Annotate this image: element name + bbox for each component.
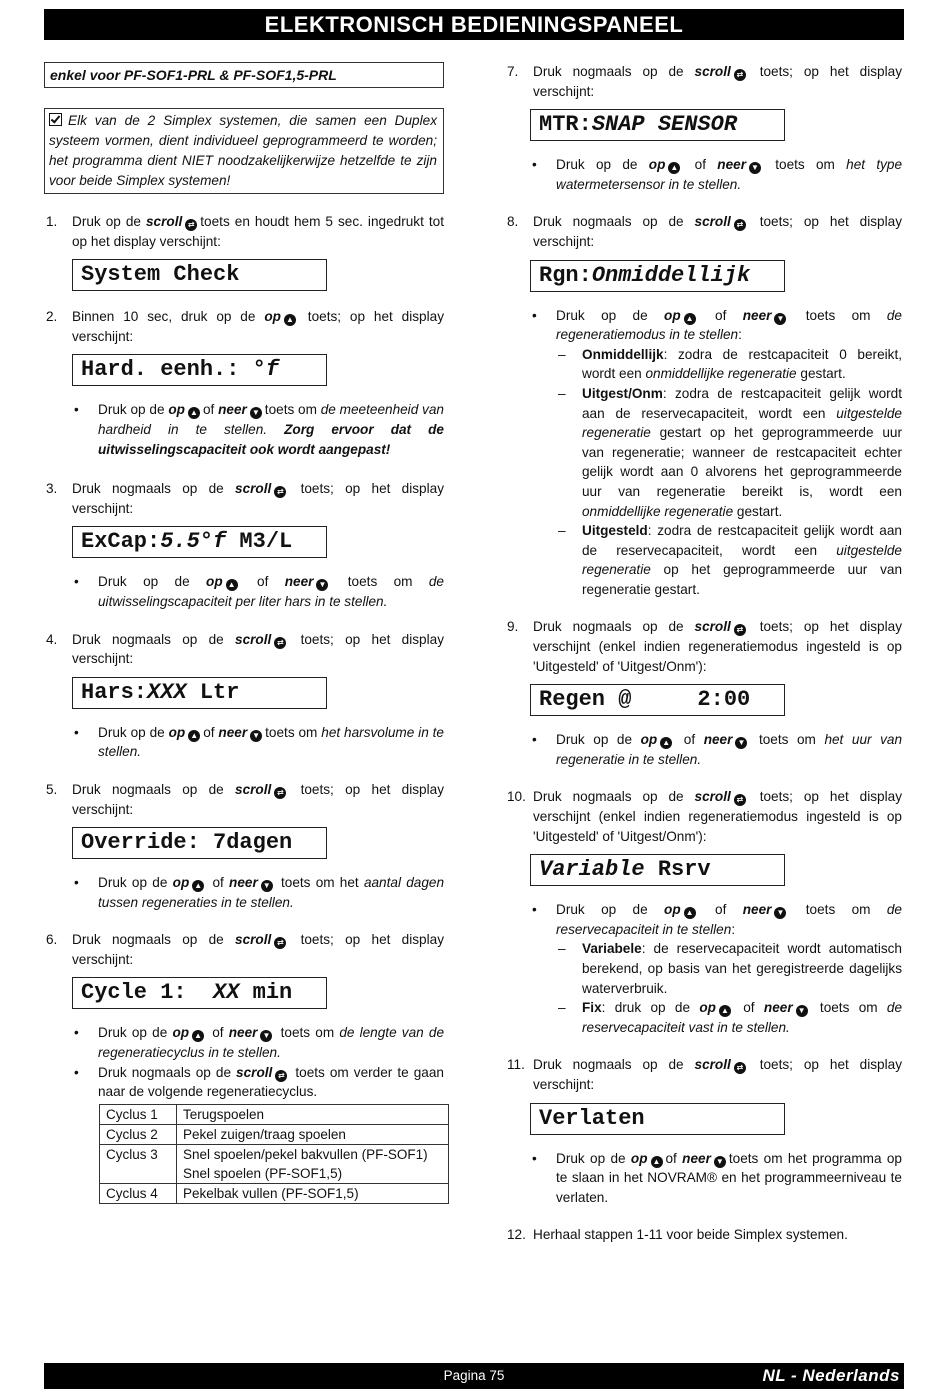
scroll-key-icon: ⇄ (734, 1062, 746, 1074)
step-10: 10. Druk nogmaals op de scroll ⇄ toets; op het display verschijnt (enkel indien regeneratiemodus ingesteld is op 'Uitgesteld' of 'Uitgest/Onm'): (507, 789, 902, 844)
cycle-table (99, 1104, 449, 1204)
display-regen-time: Regen @ 2:00 (530, 684, 785, 716)
scroll-key-icon: ⇄ (274, 937, 286, 949)
display-verlaten: Verlaten (530, 1103, 785, 1135)
step-7: 7. Druk nogmaals op de scroll ⇄ toets; op het display verschijnt: (507, 64, 902, 99)
scroll-key-icon: ⇄ (734, 69, 746, 81)
up-key-icon: ▲ (660, 737, 672, 749)
step-6: 6. Druk nogmaals op de scroll ⇄ toets; op het display verschijnt: (46, 932, 444, 967)
display-system-check: System Check (72, 259, 327, 291)
down-key-icon: ▼ (260, 1030, 272, 1042)
down-key-icon: ▼ (774, 313, 786, 325)
down-key-icon: ▼ (316, 579, 328, 591)
scroll-key-icon: ⇄ (274, 486, 286, 498)
table-row: Cyclus 4 Pekelbak vullen (PF-SOF1,5) (100, 1183, 449, 1203)
up-key-icon: ▲ (188, 730, 200, 742)
step-4: 4. Druk nogmaals op de scroll ⇄ toets; op het display verschijnt: (46, 631, 444, 667)
bullet-hardness: • Druk op de op ▲ of neer ▼ toets om de meeteenheid van hardheid in te stellen. Zorg ervoor dat de uitwisselingscapaciteit ook wordt aangepast! (72, 400, 444, 459)
up-key-icon: ▲ (284, 314, 296, 326)
checkbox-icon (49, 113, 62, 126)
option-variabele: – Variabele: de reservecapaciteit wordt automatisch berekend, op basis van het geregistreerde dagelijks waterverbruik. (556, 939, 902, 998)
duplex-note (44, 108, 444, 194)
display-hardness-unit: Hard. eenh.: °f (72, 354, 327, 386)
up-key-icon: ▲ (188, 407, 200, 419)
up-key-icon: ▲ (719, 1005, 731, 1017)
table-row: Cyclus 3 Snel spoelen/pekel bakvullen (PF-SOF1) Snel spoelen (PF-SOF1,5) (100, 1144, 449, 1183)
bullet-override: • Druk op de op ▲ of neer ▼ toets om het aantal dagen tussen regeneraties in te stellen. (72, 873, 444, 912)
left-column (44, 62, 444, 1204)
scroll-key-icon: ⇄ (274, 637, 286, 649)
down-key-icon: ▼ (261, 880, 273, 892)
display-override: Override: 7dagen (72, 827, 327, 859)
bullet-rgn: • Druk op de op ▲ of neer ▼ toets om de regeneratiemodus in te stellen: – Onmiddellijk: zodra de restcapaciteit 0 bereikt, wordt een onmiddellijke regeneratie gestart. – Uitgest/Onm: zodra de restcapaciteit gelijk wordt aan de reservecapaciteit, wordt een uitgestelde regeneratie gestart op het geprogrammeerde uur van regeneratie; wanneer de restcapaciteit echter gelijk wordt aan 0 alvorens het geprogrammeerde uur van regeneratie bereikt is, wordt een onmiddellijke regeneratie gestart. – Uitgesteld: zodra de restcapaciteit gelijk wordt aan de reservecapaciteit, wordt een uitgestelde regeneratie op het geprogrammeerde uur van regeneratie gestart. (530, 306, 902, 600)
step-11: 11. Druk nogmaals op de scroll ⇄ toets; op het display verschijnt: (507, 1057, 902, 1092)
scroll-key-icon: ⇄ (734, 794, 746, 806)
right-column (505, 62, 902, 1245)
down-key-icon: ▼ (250, 730, 262, 742)
down-key-icon: ▼ (735, 737, 747, 749)
step-2: 2. Binnen 10 sec, druk op de op ▲ toets; op het display verschijnt: (46, 309, 444, 344)
up-key-icon: ▲ (684, 313, 696, 325)
bullet-reserve: • Druk op de op ▲ of neer ▼ toets om de reservecapaciteit in te stellen: – Variabele: de reservecapaciteit wordt automatisch berekend, op basis van het geregistreerde dagelijks waterverbruik. – Fix: druk op de op ▲ of neer ▼ toets om de reservecapaciteit vast in te stellen. (530, 900, 902, 1037)
scroll-key-icon: ⇄ (734, 624, 746, 636)
down-key-icon: ▼ (250, 407, 262, 419)
step-1: 1. Druk op de scroll ⇄ toets en houdt hem 5 sec. ingedrukt tot op het display verschijnt: (46, 214, 444, 249)
display-rgn: Rgn:Onmiddellijk (530, 260, 785, 292)
step-3: 3. Druk nogmaals op de scroll ⇄ toets; op het display verschijnt: (46, 481, 444, 516)
display-excap: ExCap:5.5°f M3/L (72, 526, 327, 558)
down-key-icon: ▼ (749, 162, 761, 174)
page-header: ELEKTRONISCH BEDIENINGSPANEEL (44, 9, 904, 40)
bullet-regen-time: • Druk op de op ▲ of neer ▼ toets om het uur van regeneratie in te stellen. (530, 730, 902, 769)
page-footer (44, 1363, 904, 1389)
bullet-hars: • Druk op de op ▲ of neer ▼ toets om het harsvolume in te stellen. (72, 723, 444, 762)
step-12: 12. Herhaal stappen 1-11 voor beide Simplex systemen. (507, 1227, 848, 1243)
scroll-key-icon: ⇄ (274, 787, 286, 799)
up-key-icon: ▲ (192, 880, 204, 892)
bullet-verlaten: • Druk op de op ▲ of neer ▼ toets om het programma op te slaan in het NOVRAM® en het programmeerniveau te verlaten. (530, 1149, 902, 1208)
step-5: 5. Druk nogmaals op de scroll ⇄ toets; op het display verschijnt: (46, 781, 444, 817)
down-key-icon: ▼ (714, 1156, 726, 1168)
up-key-icon: ▲ (192, 1030, 204, 1042)
step-9: 9. Druk nogmaals op de scroll ⇄ toets; op het display verschijnt (enkel indien regeneratiemodus ingesteld is op 'Uitgesteld' of 'Uitgest/Onm'): (507, 619, 902, 674)
bullet-cycle-length: • Druk op de op ▲ of neer ▼ toets om de lengte van de regeneratiecyclus in te stellen. (72, 1023, 444, 1062)
step-8: 8. Druk nogmaals op de scroll ⇄ toets; op het display verschijnt: (507, 214, 902, 249)
bullet-mtr: • Druk op de op ▲ of neer ▼ toets om het type watermetersensor in te stellen. (530, 155, 902, 194)
model-subtitle: enkel voor PF-SOF1-PRL & PF-SOF1,5-PRL (44, 62, 444, 88)
down-key-icon: ▼ (774, 907, 786, 919)
up-key-icon: ▲ (651, 1156, 663, 1168)
scroll-key-icon: ⇄ (275, 1070, 287, 1082)
language-label: NL - Nederlands (762, 1366, 900, 1385)
option-uitgest-onm: – Uitgest/Onm: zodra de restcapaciteit gelijk wordt aan de reservecapaciteit, wordt een uitgestelde regeneratie gestart op het geprogrammeerde uur van regeneratie; wanneer de restcapaciteit echter gelijk wordt aan 0 alvorens het geprogrammeerde uur van regeneratie bereikt is, wordt een onmiddellijke regeneratie gestart. (556, 384, 902, 521)
display-mtr: MTR:SNAP SENSOR (530, 109, 785, 141)
option-onmiddellijk: – Onmiddellijk: zodra de restcapaciteit 0 bereikt, wordt een onmiddellijke regeneratie gestart. (556, 345, 902, 384)
display-variable-rsrv: Variable Rsrv (530, 854, 785, 886)
up-key-icon: ▲ (668, 162, 680, 174)
table-row: Cyclus 1 Terugspoelen (100, 1104, 449, 1124)
display-cycle: Cycle 1: XX min (72, 977, 327, 1009)
bullet-excap: • Druk op de op ▲ of neer ▼ toets om de uitwisselingscapaciteit per liter hars in te stellen. (72, 572, 444, 611)
page-number: Pagina 75 (443, 1368, 505, 1383)
display-hars: Hars:XXX Ltr (72, 677, 327, 709)
scroll-key-icon: ⇄ (185, 219, 197, 231)
scroll-key-icon: ⇄ (734, 219, 746, 231)
duplex-note-text: Elk van de 2 Simplex systemen, die samen een Duplex systeem vormen, dient individueel geprogrammeerd te worden; het programma dient NIET noodzakelijkerwijze hetzelfde te zijn voor beide Simplex systemen! (49, 113, 437, 188)
up-key-icon: ▲ (684, 907, 696, 919)
bullet-next-cycle: • Druk nogmaals op de scroll ⇄ toets om verder te gaan naar de volgende regeneratiecyclus. (72, 1063, 444, 1102)
option-fix: – Fix: druk op de op ▲ of neer ▼ toets om de reservecapaciteit vast in te stellen. (556, 998, 902, 1037)
up-key-icon: ▲ (226, 579, 238, 591)
option-uitgesteld: – Uitgesteld: zodra de restcapaciteit gelijk wordt aan de reservecapaciteit, wordt een uitgestelde regeneratie op het geprogrammeerde uur van regeneratie gestart. (556, 521, 902, 599)
table-row: Cyclus 2 Pekel zuigen/traag spoelen (100, 1124, 449, 1144)
down-key-icon: ▼ (796, 1005, 808, 1017)
